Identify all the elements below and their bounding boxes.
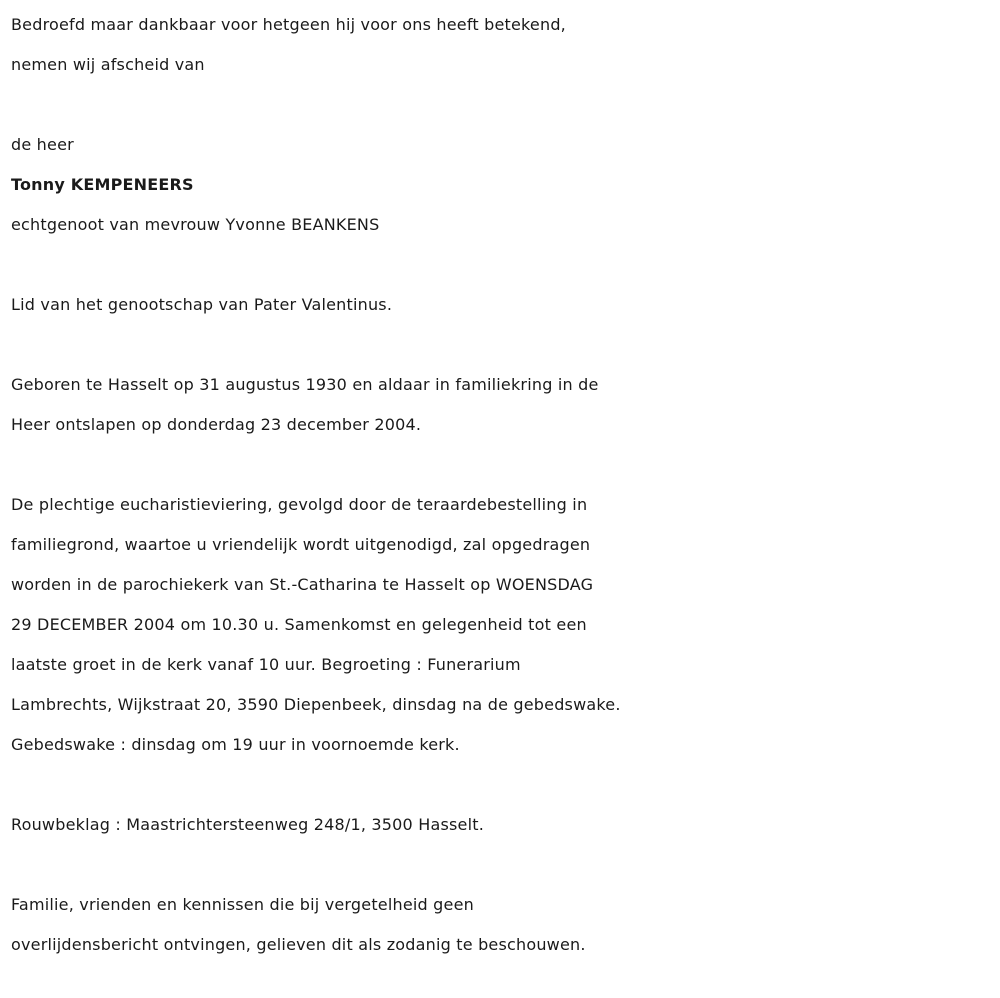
ceremony-paragraph [11,485,996,765]
condolences-line: Rouwbeklag : Maastrichtersteenweg 248/1, 3500 Hasselt. [11,815,484,834]
spouse-line: echtgenoot van mevrouw Yvonne BEANKENS [11,215,380,234]
condolences-paragraph [11,805,996,845]
spacer [11,245,996,285]
salutation: de heer [11,135,74,154]
ceremony-line-3: worden in de parochiekerk van St.-Catharina te Hasselt op WOENSDAG [11,575,594,594]
spacer [11,765,996,805]
membership-paragraph [11,285,996,325]
intro-paragraph [11,0,996,85]
closing-paragraph [11,885,996,965]
closing-line-2: overlijdensbericht ontvingen, gelieven dit als zodanig te beschouwen. [11,935,586,954]
intro-line-2: nemen wij afscheid van [11,55,205,74]
death-notice [11,0,996,965]
name-block [11,125,996,245]
deceased-name: Tonny KEMPENEERS [11,175,194,194]
ceremony-line-6: Lambrechts, Wijkstraat 20, 3590 Diepenbeek, dinsdag na de gebedswake. [11,695,621,714]
birth-death-line-1: Geboren te Hasselt op 31 augustus 1930 en aldaar in familiekring in de [11,375,599,394]
birth-death-paragraph [11,365,996,445]
membership-line: Lid van het genootschap van Pater Valentinus. [11,295,393,314]
ceremony-line-4: 29 DECEMBER 2004 om 10.30 u. Samenkomst en gelegenheid tot een [11,615,587,634]
ceremony-line-5: laatste groet in de kerk vanaf 10 uur. Begroeting : Funerarium [11,655,521,674]
spacer [11,325,996,365]
birth-death-line-2: Heer ontslapen op donderdag 23 december 2004. [11,415,422,434]
spacer [11,85,996,125]
ceremony-line-1: De plechtige eucharistieviering, gevolgd door de teraardebestelling in [11,495,588,514]
ceremony-line-2: familiegrond, waartoe u vriendelijk wordt uitgenodigd, zal opgedragen [11,535,591,554]
spacer [11,845,996,885]
ceremony-line-7: Gebedswake : dinsdag om 19 uur in voornoemde kerk. [11,735,460,754]
closing-line-1: Familie, vrienden en kennissen die bij vergetelheid geen [11,895,474,914]
intro-line-1: Bedroefd maar dankbaar voor hetgeen hij voor ons heeft betekend, [11,15,566,34]
spacer [11,445,996,485]
